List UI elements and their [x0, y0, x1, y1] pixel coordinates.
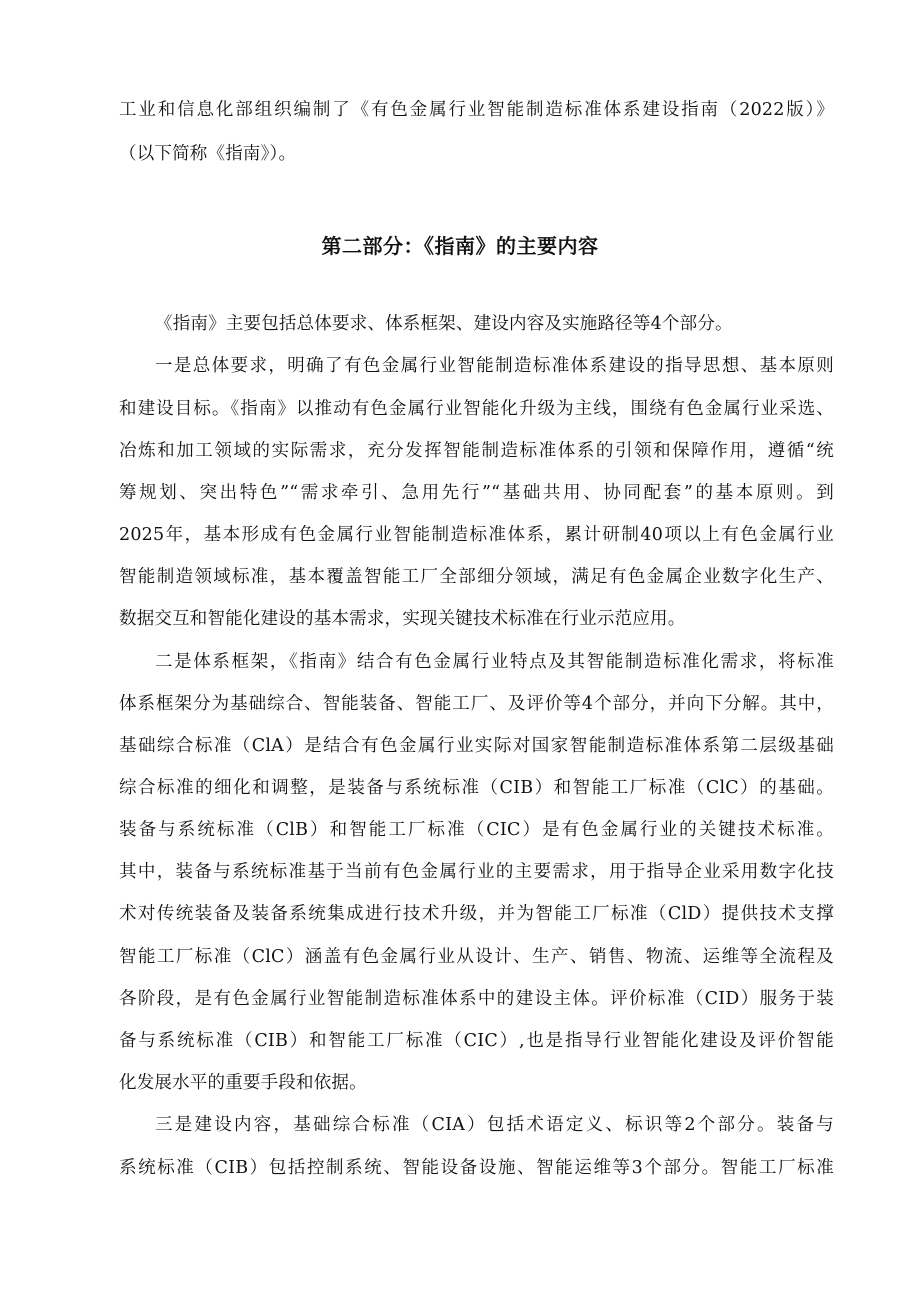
- p1-line: 冶炼和加工领域的实际需求，充分发挥智能制造标准体系的引领和保障作用，遵循“统: [119, 441, 834, 461]
- p2-line: 综合标准的细化和调整，是装备与系统标准（CIB）和智能工厂标准（ClC）的基础。: [119, 778, 834, 798]
- p3-line: 系统标准（CIB）包括控制系统、智能设备设施、智能运维等3个部分。智能工厂标准: [119, 1158, 834, 1178]
- p1-line: 智能制造领域标准，基本覆盖智能工厂全部细分领域，满足有色金属企业数字化生产、: [119, 567, 834, 587]
- section-title: 第二部分：《指南》的主要内容: [321, 234, 599, 258]
- p1-line: 筹规划、突出特色”“需求牵引、急用先行”“基础共用、协同配套”的基本原则。到: [119, 483, 834, 503]
- p2-line: 装备与系统标准（ClB）和智能工厂标准（CIC）是有色金属行业的关键技术标准。: [119, 820, 834, 840]
- p2-line: 体系框架分为基础综合、智能装备、智能工厂、及评价等4个部分，并向下分解。其中，: [119, 694, 834, 714]
- p2-line: 备与系统标准（CIB）和智能工厂标准（CIC）,也是指导行业智能化建设及评价智能: [119, 1031, 834, 1051]
- p2-line: 智能工厂标准（ClC）涵盖有色金属行业从设计、生产、销售、物流、运维等全流程及: [119, 947, 834, 967]
- p1-line: 数据交互和智能化建设的基本需求，实现关键技术标准在行业示范应用。: [119, 609, 686, 629]
- p2-line: 基础综合标准（ClA）是结合有色金属行业实际对国家智能制造标准体系第二层级基础: [119, 736, 834, 756]
- p1-line: 2025年，基本形成有色金属行业智能制造标准体系，累计研制40项以上有色金属行业: [119, 525, 834, 545]
- p1-line: 一是总体要求，明确了有色金属行业智能制造标准体系建设的指导思想、基本原则: [155, 356, 834, 376]
- p2-line: 其中，装备与系统标准基于当前有色金属行业的主要需求，用于指导企业采用数字化技: [119, 862, 834, 882]
- p1-line: 和建设目标。《指南》以推动有色金属行业智能化升级为主线，围绕有色金属行业采选、: [119, 399, 834, 419]
- p2-line: 二是体系框架，《指南》结合有色金属行业特点及其智能制造标准化需求，将标准: [155, 652, 834, 672]
- summary-paragraph: 《指南》主要包括总体要求、体系框架、建设内容及实施路径等4个部分。: [155, 314, 733, 334]
- p3-line: 三是建设内容，基础综合标准（CIA）包括术语定义、标识等2个部分。装备与: [155, 1115, 834, 1135]
- p2-line: 术对传统装备及装备系统集成进行技术升级，并为智能工厂标准（ClD）提供技术支撑: [119, 904, 834, 924]
- p2-line: 化发展水平的重要手段和依据。: [119, 1073, 367, 1093]
- p2-line: 各阶段，是有色金属行业智能制造标准体系中的建设主体。评价标准（CID）服务于装: [119, 989, 834, 1009]
- intro-line-2: （以下简称《指南》）。: [119, 144, 297, 164]
- intro-line-1: 工业和信息化部组织编制了《有色金属行业智能制造标准体系建设指南（2022版）》: [119, 100, 834, 120]
